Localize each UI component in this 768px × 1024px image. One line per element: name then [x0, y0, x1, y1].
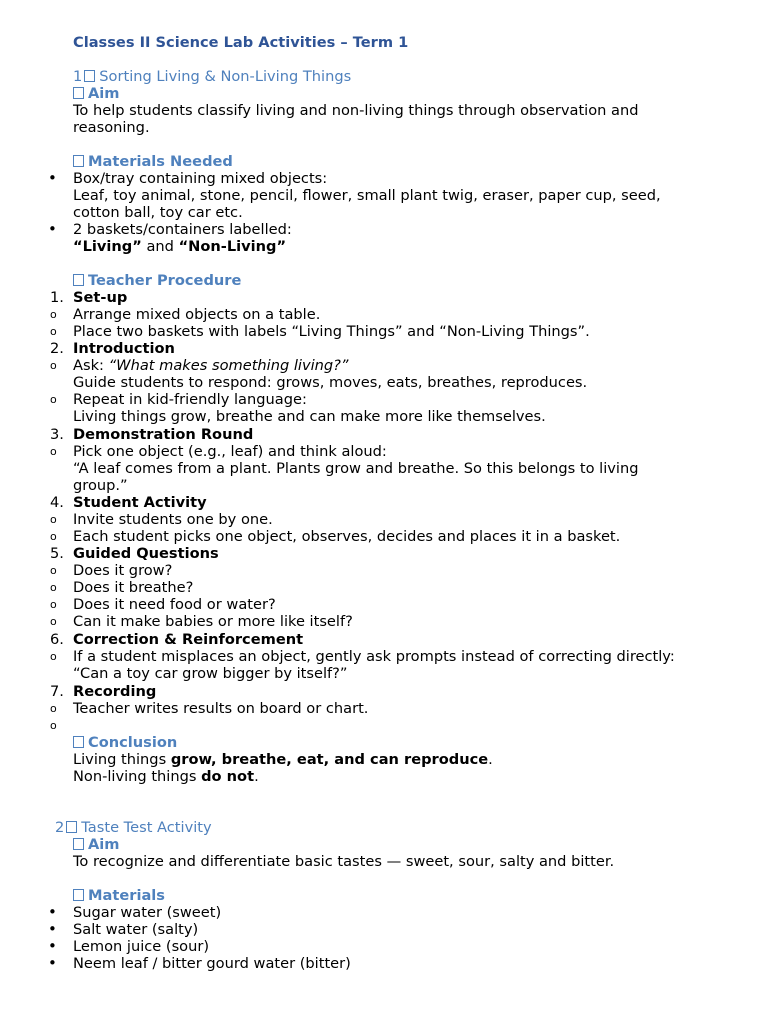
step-detail: Repeat in kid-friendly language:: [73, 391, 307, 408]
step-title: Student Activity: [73, 494, 207, 511]
aim-label: Aim: [88, 836, 120, 853]
aim-heading: [73, 85, 120, 102]
step-number: 1.: [50, 289, 64, 306]
materials-icon: [73, 155, 84, 167]
material-item: Neem leaf / bitter gourd water (bitter): [73, 955, 351, 972]
aim-label: Aim: [88, 85, 120, 102]
sub-bullet: o: [50, 359, 57, 372]
step-number: 7.: [50, 683, 64, 700]
sub-bullet: o: [50, 615, 57, 628]
bullet-marker: •: [48, 920, 57, 938]
sub-bullet: o: [50, 530, 57, 543]
materials-heading: [73, 887, 165, 904]
material-item: Salt water (salty): [73, 921, 199, 938]
material-item-cont: Leaf, toy animal, stone, pencil, flower, small plant twig, eraser, paper cup, seed,: [73, 187, 661, 204]
step-title: Recording: [73, 683, 157, 700]
conclusion-line-1: [73, 751, 493, 768]
step-detail: Place two baskets with labels “Living Things” and “Non-Living Things”.: [73, 323, 590, 340]
aim-text-line-1: To help students classify living and non-living things through observation and: [73, 102, 639, 119]
step-detail-cont: Living things grow, breathe and can make more like themselves.: [73, 408, 546, 425]
sub-bullet: o: [50, 598, 57, 611]
keycap-icon: [66, 821, 77, 833]
sub-bullet: o: [50, 513, 57, 526]
step-number: 4.: [50, 494, 64, 511]
question-item: Does it grow?: [73, 562, 173, 579]
conclusion-line-2: [73, 768, 259, 785]
target-icon: [73, 838, 84, 850]
material-item: Sugar water (sweet): [73, 904, 222, 921]
step-detail: If a student misplaces an object, gently ask prompts instead of correcting directly:: [73, 648, 675, 665]
materials-label: Materials Needed: [88, 153, 233, 170]
step-number: 6.: [50, 631, 64, 648]
check-icon: [73, 736, 84, 748]
conclusion-text: .: [254, 768, 259, 785]
procedure-heading: [73, 272, 241, 289]
sub-bullet: o: [50, 325, 57, 338]
and-text: and: [141, 238, 179, 255]
step-detail-cont: “A leaf comes from a plant. Plants grow and breathe. So this belongs to living: [73, 460, 639, 477]
bullet-marker: •: [48, 169, 57, 187]
ask-prefix: Ask:: [73, 357, 109, 374]
aim-heading: [73, 836, 120, 853]
step-detail-cont: “Can a toy car grow bigger by itself?”: [73, 665, 348, 682]
activity-title: Sorting Living & Non-Living Things: [99, 68, 352, 85]
step-number: 5.: [50, 545, 64, 562]
label-living: “Living”: [73, 238, 142, 255]
step-detail: Arrange mixed objects on a table.: [73, 306, 321, 323]
conclusion-label: Conclusion: [88, 734, 178, 751]
sub-bullet: o: [50, 445, 57, 458]
step-detail-cont: Guide students to respond: grows, moves, eats, breathes, reproduces.: [73, 374, 588, 391]
step-detail-cont: group.”: [73, 477, 128, 494]
aim-text-line-2: reasoning.: [73, 119, 150, 136]
sub-bullet: o: [50, 581, 57, 594]
step-title: Correction & Reinforcement: [73, 631, 304, 648]
step-detail: Each student picks one object, observes, decides and places it in a basket.: [73, 528, 621, 545]
conclusion-text: .: [488, 751, 493, 768]
conclusion-bold: do not: [201, 768, 255, 785]
keycap-icon: [84, 70, 95, 82]
target-icon: [73, 87, 84, 99]
activity-number: 1: [73, 68, 83, 85]
materials-heading: [73, 153, 233, 170]
conclusion-text: Living things: [73, 751, 171, 768]
materials-icon: [73, 889, 84, 901]
material-item: 2 baskets/containers labelled:: [73, 221, 292, 238]
ask-question: “What makes something living?”: [108, 357, 349, 374]
activity-number: 2: [55, 819, 65, 836]
step-detail: Teacher writes results on board or chart.: [73, 700, 369, 717]
bullet-marker: •: [48, 937, 57, 955]
sub-bullet: o: [50, 564, 57, 577]
bullet-marker: •: [48, 954, 57, 972]
document-title: Classes II Science Lab Activities – Term 1: [73, 34, 409, 51]
sub-bullet: o: [50, 650, 57, 663]
aim-text: To recognize and differentiate basic tastes — sweet, sour, salty and bitter.: [73, 853, 615, 870]
label-nonliving: “Non-Living”: [178, 238, 287, 255]
materials-label: Materials: [88, 887, 165, 904]
bullet-marker: •: [48, 903, 57, 921]
material-labels: [73, 238, 286, 255]
step-detail: Invite students one by one.: [73, 511, 273, 528]
conclusion-heading: [73, 734, 177, 751]
step-detail: Pick one object (e.g., leaf) and think aloud:: [73, 443, 387, 460]
question-item: Does it breathe?: [73, 579, 194, 596]
material-item-cont: cotton ball, toy car etc.: [73, 204, 243, 221]
step-number: 2.: [50, 340, 64, 357]
question-item: Does it need food or water?: [73, 596, 276, 613]
sub-bullet-empty: o: [50, 719, 57, 732]
conclusion-bold: grow, breathe, eat, and can reproduce: [170, 751, 489, 768]
step-title: Introduction: [73, 340, 175, 357]
activity-1-heading: [73, 68, 351, 85]
step-detail: [73, 357, 349, 374]
step-title: Set-up: [73, 289, 128, 306]
step-title: Guided Questions: [73, 545, 219, 562]
bullet-marker: •: [48, 220, 57, 238]
teacher-icon: [73, 274, 84, 286]
step-title: Demonstration Round: [73, 426, 254, 443]
sub-bullet: o: [50, 702, 57, 715]
sub-bullet: o: [50, 393, 57, 406]
activity-2-heading: [55, 819, 212, 836]
material-item: Box/tray containing mixed objects:: [73, 170, 328, 187]
material-item: Lemon juice (sour): [73, 938, 210, 955]
question-item: Can it make babies or more like itself?: [73, 613, 353, 630]
conclusion-text: Non-living things: [73, 768, 202, 785]
procedure-label: Teacher Procedure: [88, 272, 242, 289]
sub-bullet: o: [50, 308, 57, 321]
activity-title: Taste Test Activity: [81, 819, 212, 836]
step-number: 3.: [50, 426, 64, 443]
